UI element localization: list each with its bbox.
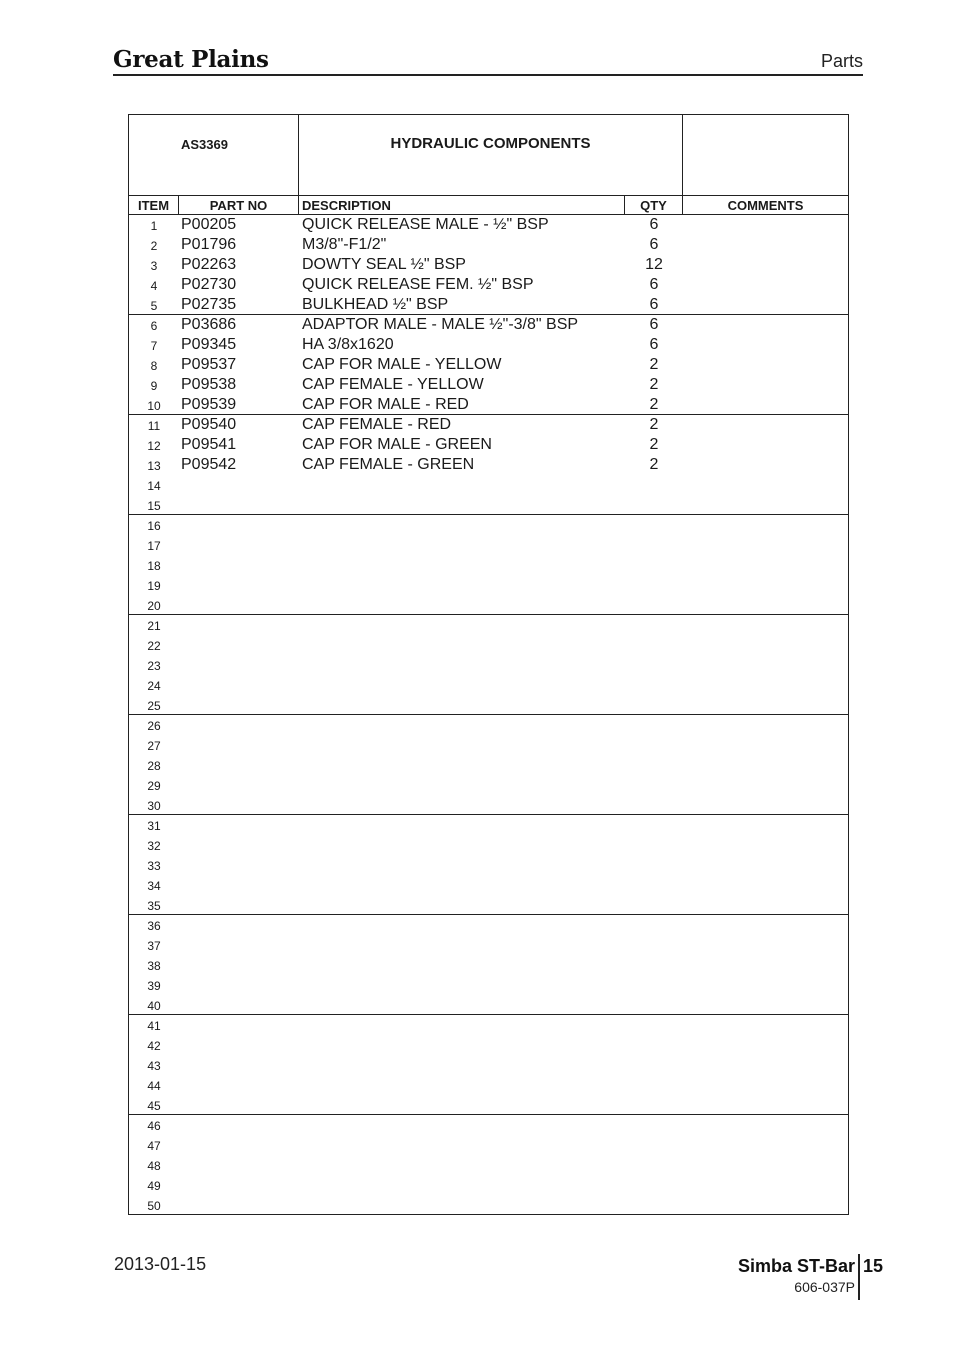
table-row — [129, 835, 848, 855]
part-number: P09539 — [181, 396, 237, 413]
item-number: 36 — [147, 919, 161, 933]
part-qty: 6 — [649, 236, 659, 253]
part-description: CAP FEMALE - GREEN — [302, 456, 475, 473]
part-qty — [625, 815, 683, 835]
part-qty — [625, 775, 683, 795]
item-number: 47 — [147, 1139, 161, 1153]
part-qty — [625, 1075, 683, 1095]
part-qty — [625, 835, 683, 855]
part-qty — [625, 855, 683, 875]
item-number: 15 — [147, 499, 161, 513]
item-number: 28 — [147, 759, 161, 773]
header-part-no: PART NO — [179, 196, 299, 214]
table-row — [129, 855, 848, 875]
part-qty — [625, 1015, 683, 1035]
part-qty — [625, 1035, 683, 1055]
table-row — [129, 735, 848, 755]
item-number: 8 — [150, 359, 158, 373]
part-qty — [625, 555, 683, 575]
part-qty — [625, 1135, 683, 1155]
part-qty — [625, 635, 683, 655]
part-qty: 2 — [649, 456, 659, 473]
item-number: 2 — [150, 239, 158, 253]
part-qty — [625, 915, 683, 935]
item-number: 21 — [147, 619, 161, 633]
part-description: CAP FEMALE - RED — [302, 416, 452, 433]
item-number: 9 — [150, 379, 158, 393]
item-number: 14 — [147, 479, 161, 493]
part-qty: 2 — [649, 376, 659, 393]
part-qty — [625, 995, 683, 1015]
part-number: P09537 — [181, 356, 237, 373]
footer-date: 2013-01-15 — [114, 1254, 207, 1274]
part-number: P02735 — [181, 296, 237, 313]
title-cell — [299, 115, 683, 195]
part-qty — [625, 975, 683, 995]
table-row — [129, 1055, 848, 1075]
part-qty: 6 — [649, 216, 659, 233]
table-row — [129, 1095, 848, 1115]
item-number: 48 — [147, 1159, 161, 1173]
table-row — [129, 795, 848, 815]
footer-model: Simba ST-Bar — [737, 1256, 855, 1276]
part-qty — [625, 535, 683, 555]
part-number: P00205 — [181, 216, 237, 233]
item-number: 20 — [147, 599, 161, 613]
item-number: 13 — [147, 459, 161, 473]
part-description: CAP FOR MALE - GREEN — [302, 436, 492, 453]
item-number: 34 — [147, 879, 161, 893]
part-qty — [625, 795, 683, 815]
table-row — [129, 655, 848, 675]
part-number: P09540 — [181, 416, 237, 433]
table-row — [129, 1075, 848, 1095]
part-description: HA 3/8x1620 — [302, 336, 394, 353]
table-row — [129, 415, 848, 435]
table-row — [129, 1135, 848, 1155]
table-row — [129, 335, 848, 355]
part-qty — [625, 655, 683, 675]
part-qty — [625, 695, 683, 715]
header-comments: COMMENTS — [727, 198, 804, 213]
part-qty: 6 — [649, 296, 659, 313]
part-qty — [625, 755, 683, 775]
part-qty — [625, 1055, 683, 1075]
table-row — [129, 815, 848, 835]
item-number: 41 — [147, 1019, 161, 1033]
table-row — [129, 395, 848, 415]
part-qty — [625, 615, 683, 635]
table-row — [129, 1195, 848, 1215]
part-qty — [625, 575, 683, 595]
item-number: 11 — [147, 419, 161, 433]
table-row — [129, 535, 848, 555]
item-number: 43 — [147, 1059, 161, 1073]
item-number: 50 — [147, 1199, 161, 1213]
item-number: 3 — [150, 259, 158, 273]
table-row — [129, 675, 848, 695]
item-number: 26 — [147, 719, 161, 733]
table-row — [129, 755, 848, 775]
part-qty: 2 — [649, 436, 659, 453]
part-description: ADAPTOR MALE - MALE ½"-3/8" BSP — [302, 316, 579, 333]
part-description: QUICK RELEASE FEM. ½" BSP — [302, 276, 534, 293]
item-number: 31 — [147, 819, 161, 833]
part-description: QUICK RELEASE MALE - ½" BSP — [302, 216, 549, 233]
item-number: 1 — [150, 219, 158, 233]
header-item: ITEM — [129, 196, 179, 214]
brand-logo: Great Plains — [113, 46, 269, 73]
item-number: 5 — [150, 299, 158, 313]
part-number: P09541 — [181, 436, 237, 453]
table-row — [129, 475, 848, 495]
table-row — [129, 915, 848, 935]
table-row — [129, 515, 848, 535]
item-number: 18 — [147, 559, 161, 573]
item-number: 39 — [147, 979, 161, 993]
table-row — [129, 355, 848, 375]
part-qty — [625, 475, 683, 495]
part-description: BULKHEAD ½" BSP — [302, 296, 449, 313]
part-qty — [625, 675, 683, 695]
table-row — [129, 295, 848, 315]
table-row — [129, 595, 848, 615]
item-number: 44 — [147, 1079, 161, 1093]
part-qty — [625, 1155, 683, 1175]
part-qty — [625, 495, 683, 515]
part-qty — [625, 895, 683, 915]
table-row — [129, 375, 848, 395]
part-qty — [625, 1095, 683, 1115]
table-row — [129, 495, 848, 515]
table-row — [129, 1015, 848, 1035]
item-number: 19 — [147, 579, 161, 593]
table-row — [129, 255, 848, 275]
header-qty: QTY — [625, 196, 683, 214]
item-number: 40 — [147, 999, 161, 1013]
table-row — [129, 895, 848, 915]
header-divider — [113, 74, 863, 76]
part-qty — [625, 1195, 683, 1215]
table-row — [129, 555, 848, 575]
part-qty — [625, 595, 683, 615]
parts-table — [128, 114, 849, 1215]
table-row — [129, 235, 848, 255]
part-qty: 6 — [649, 276, 659, 293]
table-row — [129, 275, 848, 295]
part-description: CAP FOR MALE - YELLOW — [302, 356, 502, 373]
item-number: 24 — [147, 679, 161, 693]
part-qty — [625, 735, 683, 755]
part-qty — [625, 935, 683, 955]
item-number: 25 — [147, 699, 161, 713]
table-row — [129, 1155, 848, 1175]
item-number: 30 — [147, 799, 161, 813]
table-row — [129, 315, 848, 335]
part-qty — [625, 875, 683, 895]
table-row — [129, 455, 848, 475]
part-number: P09538 — [181, 376, 237, 393]
part-qty: 6 — [649, 316, 659, 333]
part-qty — [625, 1175, 683, 1195]
table-row — [129, 215, 848, 235]
part-qty: 2 — [649, 356, 659, 373]
part-description: M3/8"-F1/2" — [302, 236, 387, 253]
item-number: 32 — [147, 839, 161, 853]
page-number: 15 — [863, 1256, 884, 1276]
part-number: P03686 — [181, 316, 237, 333]
item-number: 49 — [147, 1179, 161, 1193]
table-row — [129, 1035, 848, 1055]
item-number: 27 — [147, 739, 161, 753]
part-number: P01796 — [181, 236, 237, 253]
item-number: 17 — [147, 539, 161, 553]
part-qty: 6 — [649, 336, 659, 353]
item-number: 46 — [147, 1119, 161, 1133]
column-header-row — [129, 195, 848, 215]
item-number: 12 — [147, 439, 161, 453]
item-number: 16 — [147, 519, 161, 533]
table-row — [129, 775, 848, 795]
assembly-number: AS3369 — [181, 137, 228, 152]
footer-doc-code: 606-037P — [794, 1279, 855, 1295]
item-number: 7 — [150, 339, 158, 353]
part-qty — [625, 955, 683, 975]
table-row — [129, 695, 848, 715]
table-row — [129, 1175, 848, 1195]
item-number: 42 — [147, 1039, 161, 1053]
table-title-block — [129, 115, 848, 195]
item-number: 45 — [147, 1099, 161, 1113]
footer-divider — [858, 1254, 860, 1300]
item-number: 23 — [147, 659, 161, 673]
table-row — [129, 875, 848, 895]
part-number: P09345 — [181, 336, 237, 353]
table-row — [129, 635, 848, 655]
part-qty: 2 — [649, 396, 659, 413]
part-description: DOWTY SEAL ½" BSP — [302, 256, 466, 273]
table-row — [129, 615, 848, 635]
part-number: P02263 — [181, 256, 237, 273]
table-row — [129, 955, 848, 975]
item-number: 38 — [147, 959, 161, 973]
table-row — [129, 575, 848, 595]
part-description: CAP FEMALE - YELLOW — [302, 376, 484, 393]
table-row — [129, 435, 848, 455]
part-qty: 12 — [645, 256, 663, 273]
header-description: DESCRIPTION — [299, 196, 625, 214]
item-number: 29 — [147, 779, 161, 793]
table-row — [129, 1115, 848, 1135]
part-qty: 2 — [649, 416, 659, 433]
item-number: 4 — [150, 279, 158, 293]
item-number: 10 — [147, 399, 161, 413]
table-row — [129, 935, 848, 955]
blank-cell — [683, 115, 848, 195]
table-title: HYDRAULIC COMPONENTS — [390, 135, 591, 152]
part-description: CAP FOR MALE - RED — [302, 396, 469, 413]
part-number: P02730 — [181, 276, 237, 293]
assembly-cell — [129, 115, 299, 195]
part-qty — [625, 1115, 683, 1135]
table-row — [129, 995, 848, 1015]
item-number: 22 — [147, 639, 161, 653]
table-row — [129, 975, 848, 995]
item-number: 33 — [147, 859, 161, 873]
part-qty — [625, 715, 683, 735]
part-number: P09542 — [181, 456, 237, 473]
table-row — [129, 715, 848, 735]
item-number: 35 — [147, 899, 161, 913]
item-number: 6 — [150, 319, 158, 333]
part-qty — [625, 515, 683, 535]
item-number: 37 — [147, 939, 161, 953]
section-label: Parts — [820, 51, 863, 71]
